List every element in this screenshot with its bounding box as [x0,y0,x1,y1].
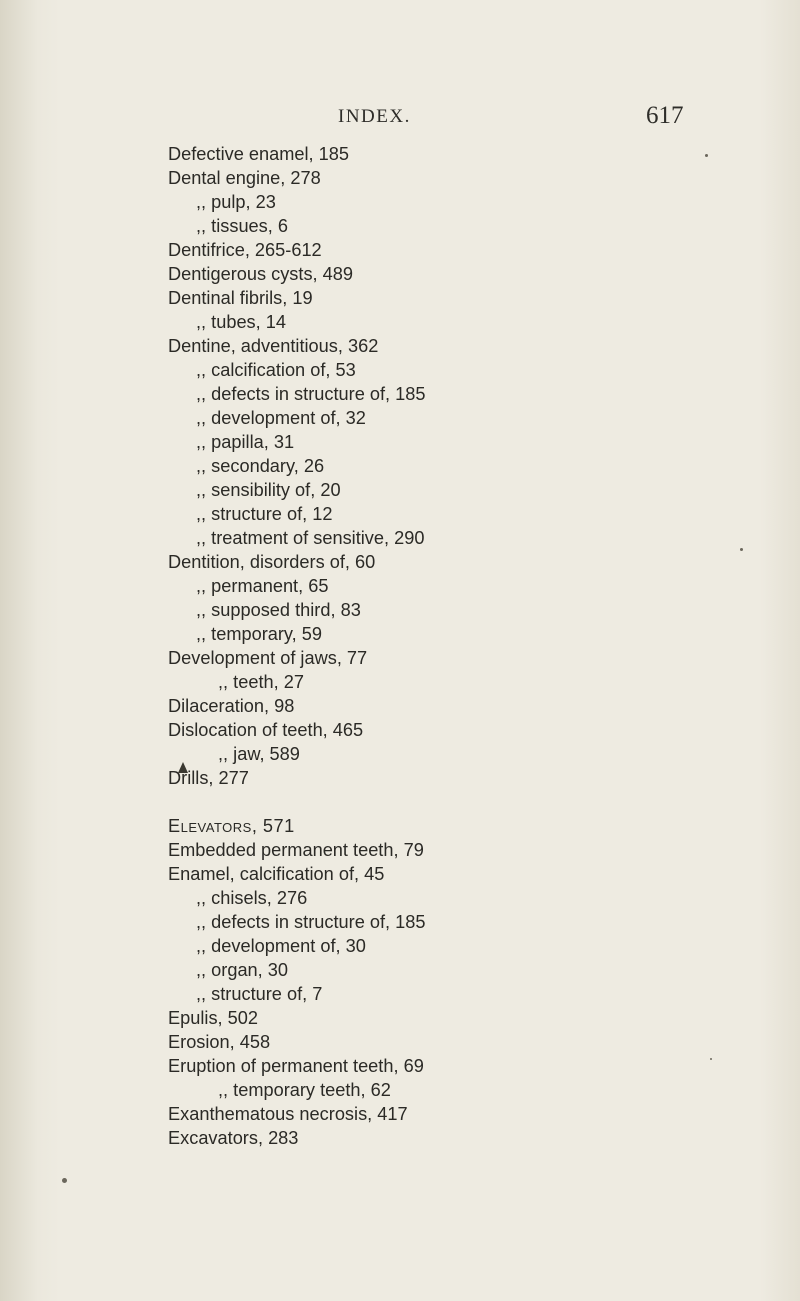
index-subentry: ,, development of, 30 [196,936,366,956]
index-entry: Dentition, disorders of, 60 [168,552,376,572]
index-subentry: ,, chisels, 276 [196,888,308,908]
paper-speck [62,1178,67,1183]
index-subentry: ,, papilla, 31 [196,432,295,452]
index-subentry: ,, defects in structure of, 185 [196,384,426,404]
paper-speck [740,548,743,551]
index-subentry: ,, pulp, 23 [196,192,276,212]
index-subentry: ,, supposed third, 83 [196,600,361,620]
index-entry: Dislocation of teeth, 465 [168,720,364,740]
index-subentry: ,, tissues, 6 [196,216,288,236]
index-subentry: ,, defects in structure of, 185 [196,912,426,932]
index-entry: Dentifrice, 265-612 [168,240,322,260]
page-header [0,102,800,132]
page-number: 617 [646,102,684,129]
index-entry: Dentine, adventitious, 362 [168,336,379,356]
index-entry: Embedded permanent teeth, 79 [168,840,424,860]
paper-speck [710,1058,712,1060]
index-entry-section-start: Elevators, 571 [168,816,295,836]
index-entry: Eruption of permanent teeth, 69 [168,1056,424,1076]
index-entry: Dentigerous cysts, 489 [168,264,354,284]
index-entry: Dentinal fibrils, 19 [168,288,313,308]
index-subentry: ,, jaw, 589 [218,744,300,764]
index-entry: Erosion, 458 [168,1032,271,1052]
index-subentry: ,, teeth, 27 [218,672,304,692]
index-entry: Defective enamel, 185 [168,144,349,164]
index-entry: Drills, 277 [168,768,249,788]
index-subentry: ,, temporary, 59 [196,624,323,644]
index-entry: Development of jaws, 77 [168,648,368,668]
index-entry: Dilaceration, 98 [168,696,295,716]
index-subentry: ,, organ, 30 [196,960,289,980]
margin-mark [178,762,188,773]
paper-speck [705,154,708,157]
index-subentry: ,, structure of, 7 [196,984,323,1004]
index-subentry: ,, temporary teeth, 62 [218,1080,391,1100]
index-subentry: ,, sensibility of, 20 [196,480,341,500]
index-entry: Excavators, 283 [168,1128,299,1148]
index-entry: Enamel, calcification of, 45 [168,864,385,884]
index-subentry: ,, development of, 32 [196,408,366,428]
index-subentry: ,, treatment of sensitive, 290 [196,528,425,548]
index-subentry: ,, tubes, 14 [196,312,286,332]
index-entry: Epulis, 502 [168,1008,258,1028]
index-subentry: ,, calcification of, 53 [196,360,356,380]
index-subentry: ,, permanent, 65 [196,576,329,596]
index-entry: Dental engine, 278 [168,168,321,188]
index-subentry: ,, secondary, 26 [196,456,325,476]
index-subentry: ,, structure of, 12 [196,504,333,524]
running-title: INDEX. [338,106,411,127]
index-entry: Exanthematous necrosis, 417 [168,1104,408,1124]
